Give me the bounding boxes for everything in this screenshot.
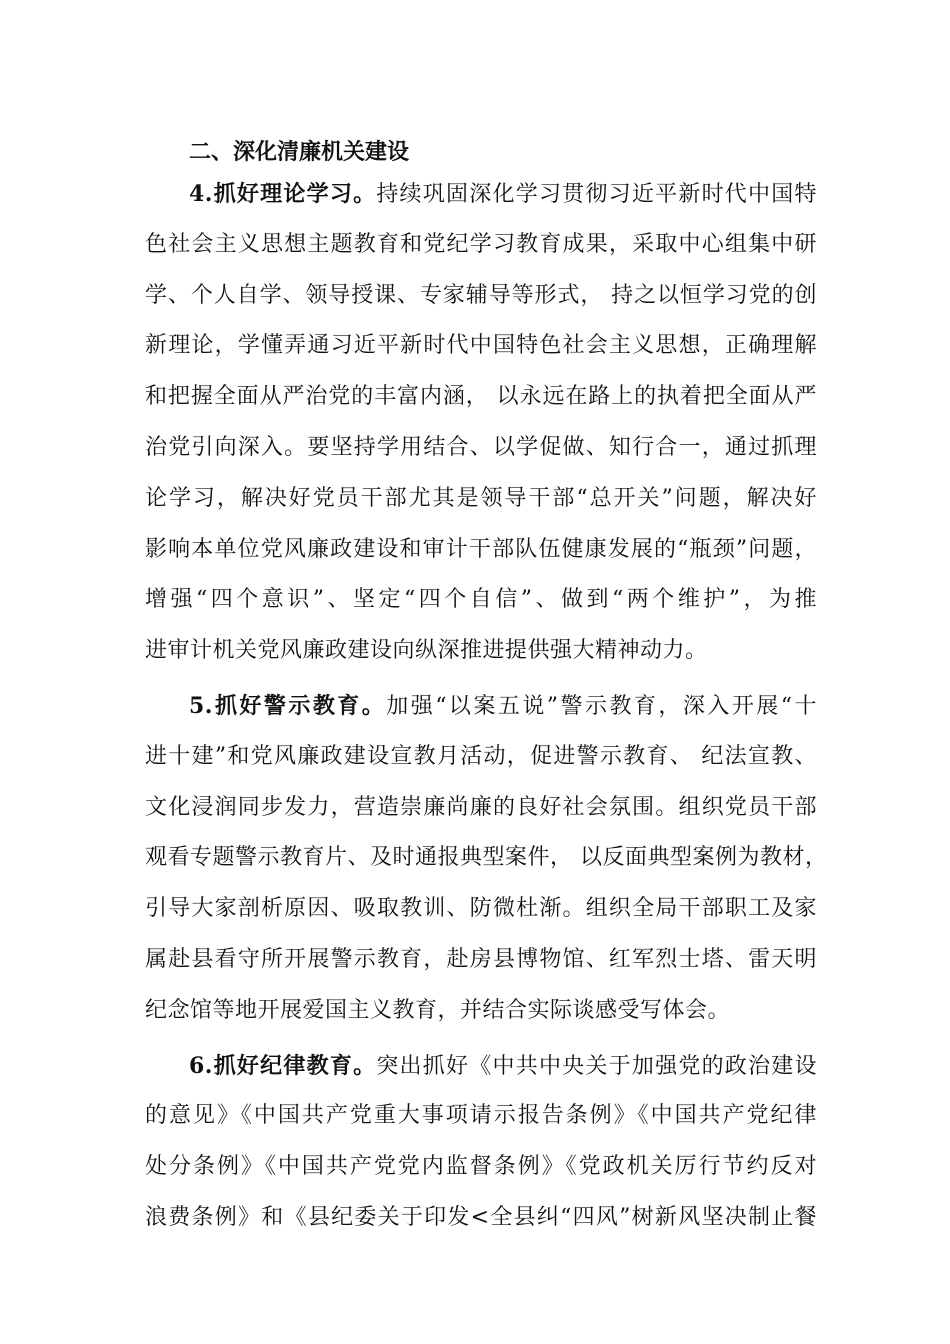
paragraph-line: 的意见》《中国共产党重大事项请示报告条例》《中国共产党纪律	[145, 1103, 817, 1129]
paragraph-lead-title: 4.抓好理论学习。	[189, 181, 377, 207]
paragraph-line-text: 突出抓好《中共中央关于加强党的政治建设	[376, 1053, 817, 1079]
paragraph-line: 影响本单位党风廉政建设和审计干部队伍健康发展的“瓶颈”问题，	[145, 536, 817, 562]
paragraph-line: 色社会主义思想主题教育和党纪学习教育成果，采取中心组集中研	[145, 231, 817, 257]
paragraph-line: 纪念馆等地开展爱国主义教育，并结合实际谈感受写体会。	[145, 997, 731, 1023]
paragraph-discipline-education	[145, 1047, 817, 1250]
paragraph-line: 文化浸润同步发力，营造崇廉尚廉的良好社会氛围。组织党员干部	[145, 794, 817, 820]
paragraph-line: 处分条例》《中国共产党党内监督条例》《党政机关厉行节约反对	[145, 1154, 817, 1180]
paragraph-line	[145, 1047, 817, 1098]
document-body	[145, 133, 828, 1254]
paragraph-line: 进十建”和党风廉政建设宣教月活动，促进警示教育、 纪法宣教、	[145, 743, 817, 769]
paragraph-lead-title: 6.抓好纪律教育。	[189, 1052, 377, 1079]
paragraph-lead-title: 5.抓好警示教育。	[189, 692, 387, 719]
paragraph-line: 引导大家剖析原因、吸取教训、防微杜渐。组织全局干部职工及家	[145, 896, 817, 922]
section-heading: 二、深化清廉机关建设	[189, 139, 410, 165]
paragraph-line-text: 持续巩固深化学习贯彻习近平新时代中国特	[376, 182, 817, 207]
paragraph-line: 论学习，解决好党员干部尤其是领导干部“总开关”问题，解决好	[145, 485, 817, 511]
paragraph-warning-education	[145, 687, 828, 1043]
paragraph-line: 进审计机关党风廉政建设向纵深推进提供强大精神动力。	[145, 638, 708, 664]
paragraph-theory-study	[145, 175, 817, 683]
paragraph-line: 和把握全面从严治党的丰富内涵， 以永远在路上的执着把全面从严	[145, 384, 817, 410]
paragraph-line	[145, 687, 817, 738]
paragraph-line: 增强“四个意识”、坚定“四个自信”、做到“两个维护”，为推	[145, 587, 817, 613]
paragraph-line-text: 加强“以案五说”警示教育，深入开展“十	[386, 693, 817, 719]
paragraph-line: 新理论，学懂弄通习近平新时代中国特色社会主义思想，正确理解	[145, 333, 817, 359]
paragraph-line: 属赴县看守所开展警示教育，赴房县博物馆、红军烈士塔、雷天明	[145, 946, 817, 972]
paragraph-line: 治党引向深入。要坚持学用结合、以学促做、知行合一，通过抓理	[145, 434, 817, 460]
paragraph-line	[145, 175, 817, 226]
paragraph-line: 浪费条例》和《县纪委关于印发<全县纠“四风”树新风坚决制止餐	[145, 1204, 817, 1230]
paragraph-line: 观看专题警示教育片、及时通报典型案件， 以反面典型案例为教材，	[145, 845, 828, 871]
paragraph-line: 学、个人自学、领导授课、专家辅导等形式， 持之以恒学习党的创	[145, 282, 817, 308]
